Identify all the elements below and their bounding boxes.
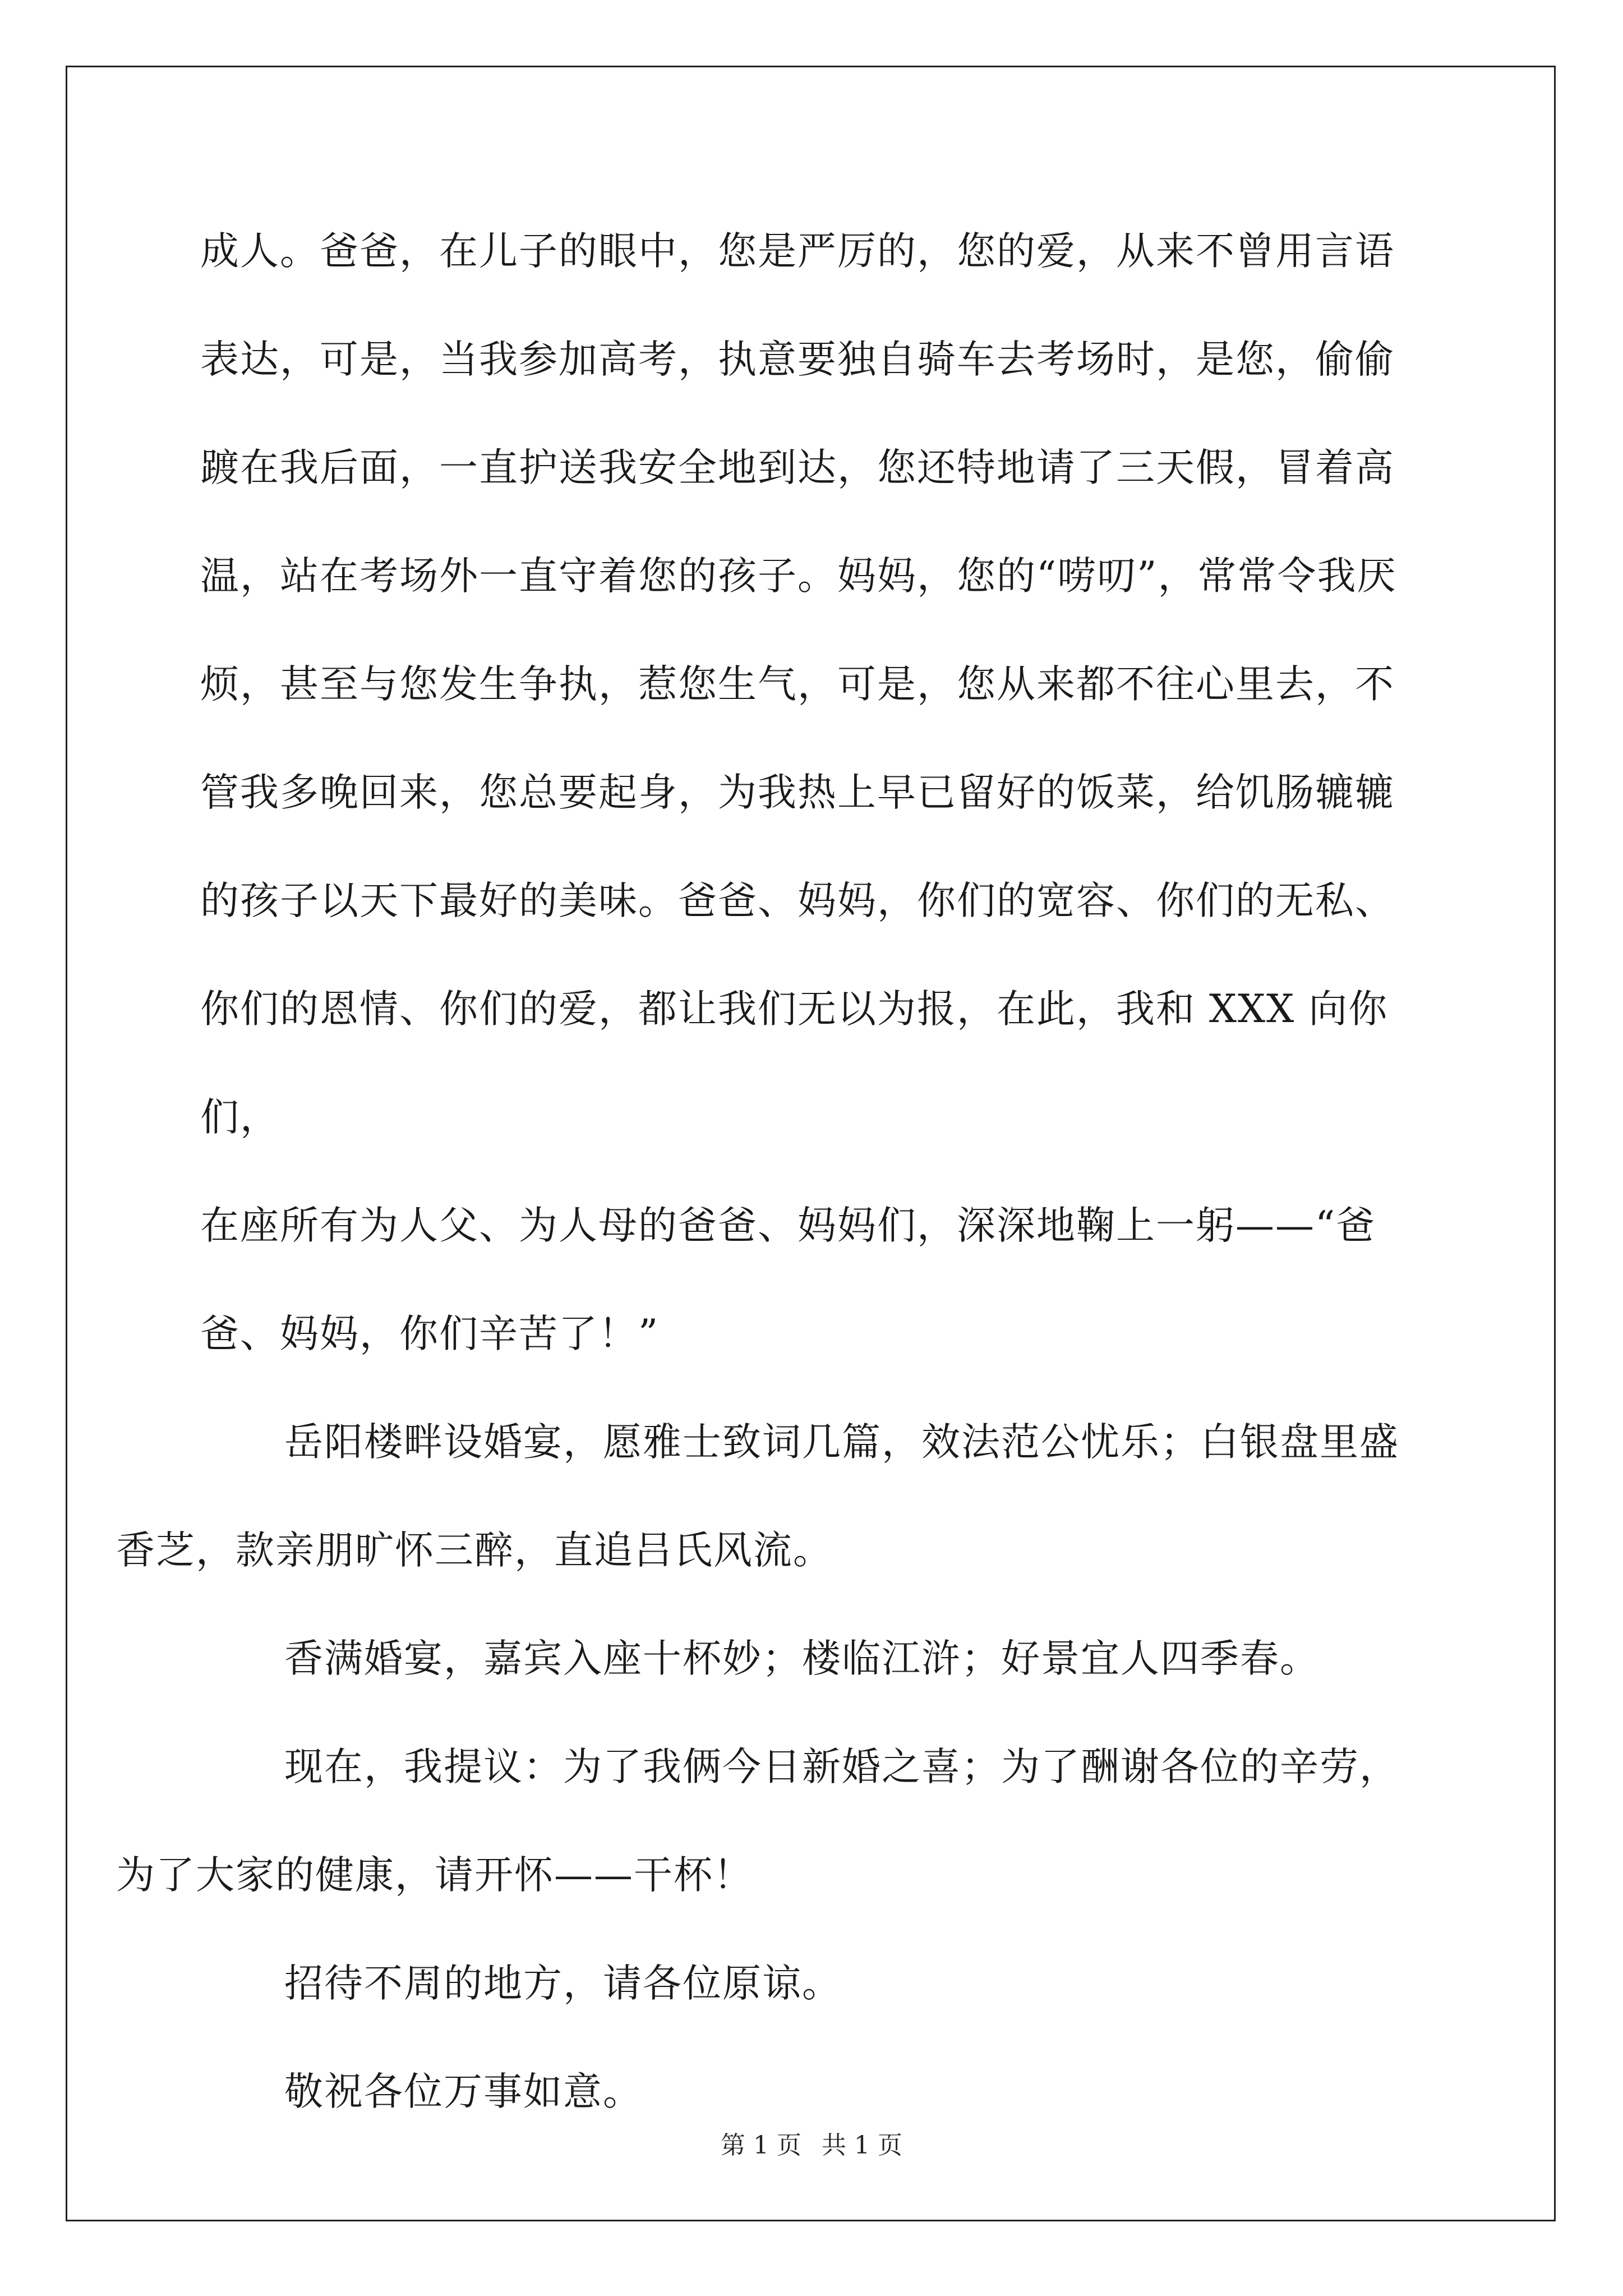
document-body <box>116 197 1451 2146</box>
line: 现在，我提议：为了我俩今日新婚之喜；为了酬谢各位的辛劳， <box>284 1745 1399 1789</box>
line: 的孩子以天下最好的美味。爸爸、妈妈，你们的宽容、你们的无私、 <box>200 878 1395 923</box>
paragraph-3 <box>200 1605 1451 1713</box>
line: 烦，甚至与您发生争执，惹您生气，可是，您从来都不往心里去，不 <box>200 662 1395 707</box>
paragraph-2 <box>116 1388 1451 1605</box>
paragraph-1 <box>200 197 1451 1388</box>
line: 香满婚宴，嘉宾入座十杯妙；楼临江浒；好景宜人四季春。 <box>284 1636 1320 1681</box>
line: 为了大家的健康，请开怀——干杯！ <box>116 1853 753 1898</box>
line: 表达，可是，当我参加高考，执意要独自骑车去考场时，是您，偷偷 <box>200 337 1395 382</box>
line: 成人。爸爸，在儿子的眼中，您是严厉的，您的爱，从来不曾用言语 <box>200 229 1395 274</box>
line: 香芝，款亲朋旷怀三醉，直追吕氏风流。 <box>116 1528 833 1573</box>
line: 温，站在考场外一直守着您的孩子。妈妈，您的“唠叨”，常常令我厌 <box>200 554 1397 599</box>
paragraph-4 <box>116 1713 1451 1930</box>
line: 岳阳楼畔设婚宴，愿雅士致词几篇，效法范公忧乐；白银盘里盛 <box>284 1420 1399 1465</box>
page-number-total: 共 1 页 <box>822 2131 902 2160</box>
page-footer <box>0 2129 1623 2162</box>
line: 招待不周的地方，请各位原谅。 <box>284 1961 842 2006</box>
line: 踱在我后面，一直护送我安全地到达，您还特地请了三天假，冒着高 <box>200 445 1395 490</box>
line: 管我多晚回来，您总要起身，为我热上早已留好的饭菜，给饥肠辘辘 <box>200 770 1395 815</box>
page-number-current: 第 1 页 <box>721 2131 801 2160</box>
line: 敬祝各位万事如意。 <box>284 2069 643 2114</box>
line: 爸、妈妈，你们辛苦了！” <box>200 1312 660 1356</box>
paragraph-5 <box>200 1930 1451 2038</box>
line: 你们的恩情、你们的爱，都让我们无以为报，在此，我和 XXX 向你们， <box>200 987 1389 1140</box>
line: 在座所有为人父、为人母的爸爸、妈妈们，深深地鞠上一躬——“爸 <box>200 1203 1376 1248</box>
